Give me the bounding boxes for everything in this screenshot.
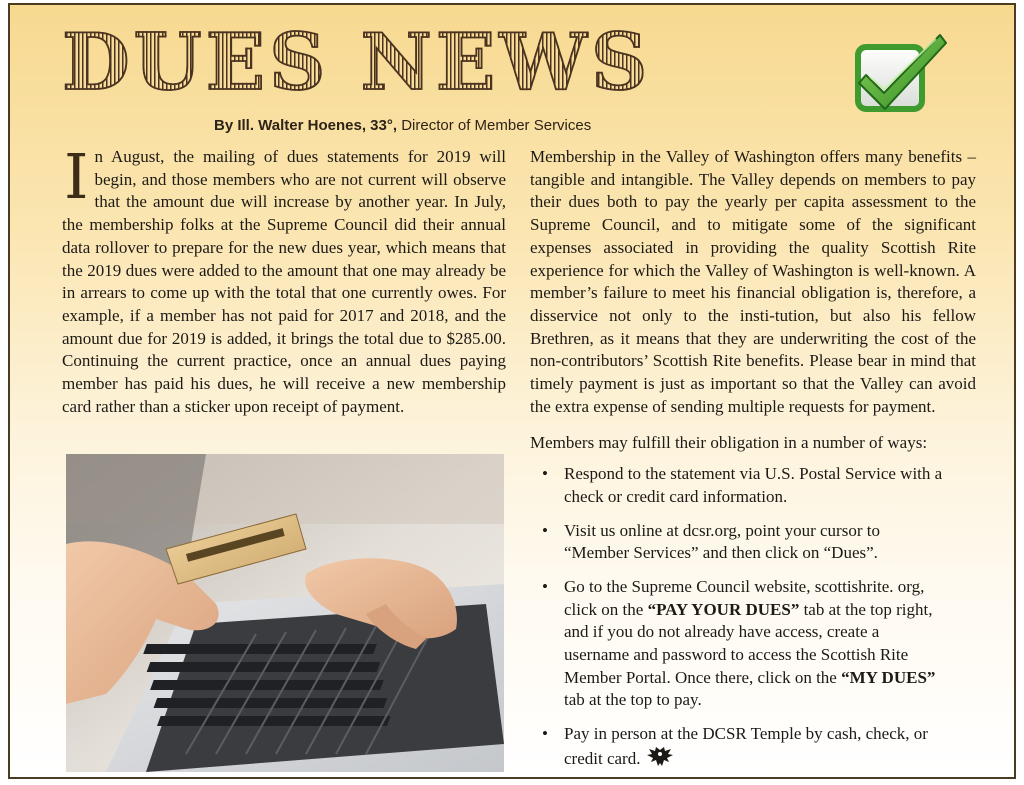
byline-role: Director of Member Services: [401, 117, 592, 134]
my-dues-tab-label: “MY DUES”: [841, 667, 936, 687]
right-column: [530, 146, 976, 779]
intro-paragraph: [62, 140, 506, 418]
drop-cap: I: [64, 140, 89, 213]
way-sc-part2: tab at the top right, and if you do not already have access, create a username and password to access the Scottish Rite Member Portal. Once there, click on the: [564, 599, 933, 687]
list-item: [530, 520, 948, 565]
list-item: [530, 723, 948, 774]
double-headed-eagle-icon: [646, 746, 674, 775]
way-sc-part1: Go to the Supreme Council website, scottishrite. org, click on the: [564, 576, 925, 619]
laptop-payment-photo: [66, 454, 504, 772]
payment-ways-list: [530, 463, 976, 774]
way-postal: Respond to the statement via U.S. Postal Service with a check or credit card information.: [564, 464, 943, 506]
page-title: DUES NEWS: [62, 13, 651, 113]
benefits-paragraph: Membership in the Valley of Washington offers many benefits – tangible and intangible. The Valley depends on members to pay their dues both to pay the yearly per capita assessment to the Supreme Council, and to mitigate some of the significant expenses associated in providing the quality Scottish Rite experience for which the Valley of Washington is well-known. A member’s failure to meet his financial obligation is, therefore, a disservice not only to the insti-tution, but also his fellow Brethren, as it means that they are underwriting the cost of the non-contributors’ Scottish Rite benefits. Please bear in mind that timely payment is just as important so that the Valley can avoid the extra expense of sending multiple requests for payment.: [530, 147, 976, 416]
way-online: Visit us online at dcsr.org, point your cursor to “Member Services” and then click on “Dues”.: [564, 520, 880, 563]
byline-author: By Ill. Walter Hoenes, 33°,: [214, 117, 398, 134]
way-sc-part3: tab at the top to pay.: [564, 690, 702, 710]
byline: [214, 117, 591, 134]
list-item: [530, 463, 948, 508]
intro-text: n August, the mailing of dues statements for 2019 will begin, and those members who are not current will observe that the amount due will increase by another year. In July, the membership folks at the Supreme Council did their annual data rollover to prepare for the new dues year, which means that the 2019 dues were added to the amount that one may already be in arrears to come up with the total that one currently owes. For example, if a member has not paid for 2017 and 2018, and the amount due for 2019 is added, it brings the total due to $285.00. Continuing the current practice, once an annual dues paying member has paid his dues, he will receive a new membership card rather than a sticker upon receipt of payment.: [62, 147, 506, 416]
pay-your-dues-tab-label: “PAY YOUR DUES”: [647, 599, 800, 619]
newsletter-page: [8, 3, 1016, 779]
way-in-person: Pay in person at the DCSR Temple by cash, check, or credit card.: [564, 724, 928, 768]
green-checkmark-icon: [844, 29, 948, 121]
left-column: [62, 140, 506, 418]
ways-intro: Members may fulfill their obligation in a number of ways:: [530, 433, 928, 453]
list-item: [530, 576, 948, 712]
